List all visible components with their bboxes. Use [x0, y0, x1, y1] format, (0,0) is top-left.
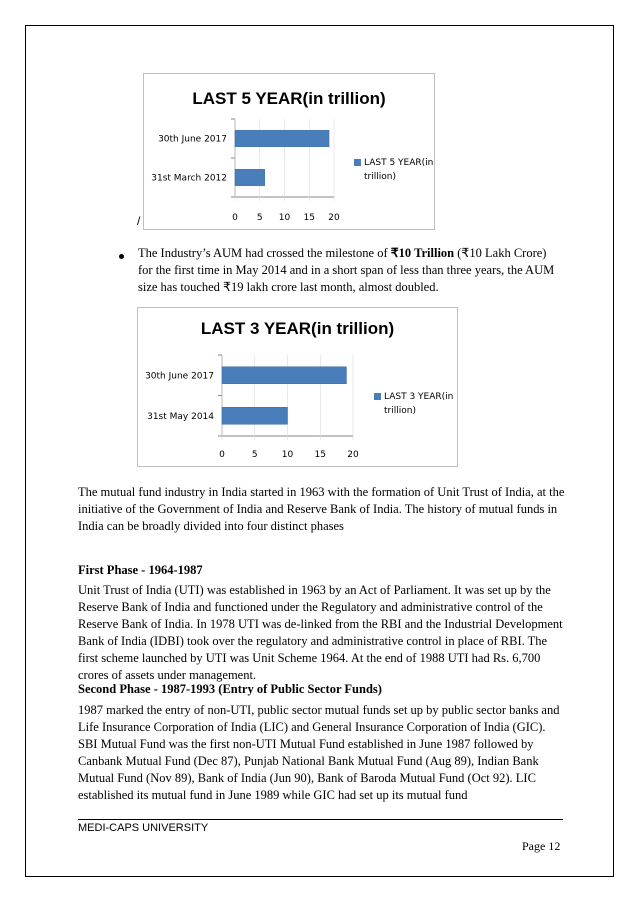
page-number: Page 12	[522, 839, 561, 853]
chart-plot	[138, 308, 459, 468]
stray-slash: /	[137, 214, 141, 228]
bar	[222, 407, 288, 424]
x-tick-label: 10	[278, 213, 291, 223]
phase1-paragraph: Unit Trust of India (UTI) was established in 1963 by an Act of Parliament. It was set up by the Reserve Bank of India and functioned under the Regulatory and administrative control of the Reserve Bank of India. In 1978 UTI was de-linked from the RBI and the Industrial Development Bank of India (IDBI) took over the regulatory and administrative control in place of RBI. The first scheme launched by UTI was Unit Scheme 1964. At the end of 1988 UTI had Rs. 6,700 crores of assets under management.	[78, 583, 563, 682]
category-label: 30th June 2017	[158, 134, 227, 145]
chart-title: LAST 5 YEAR(in trillion)	[192, 89, 386, 108]
bullet-aum-milestone: The Industry’s AUM had crossed the milestone of ₹10 Trillion (₹10 Lakh Crore) for the first time in May 2014 and in a short span of less than three years, the AUM size has touched ₹19 lakh crore last month, almost doubled.	[138, 246, 555, 294]
legend-label: LAST 5 YEAR(in trillion)	[364, 158, 434, 182]
x-tick-label: 5	[256, 213, 263, 223]
bar	[222, 367, 346, 384]
chart-last-3-year	[137, 307, 458, 467]
bar	[235, 130, 329, 146]
x-tick-label: 10	[281, 450, 294, 460]
x-tick-label: 15	[314, 450, 326, 460]
category-label: 31st March 2012	[151, 173, 227, 184]
bullet-icon	[119, 254, 124, 259]
category-label: 30th June 2017	[145, 371, 214, 382]
x-tick-label: 5	[251, 450, 258, 460]
legend-swatch	[374, 393, 381, 400]
x-tick-label: 0	[232, 213, 238, 223]
footer-rule	[78, 819, 563, 820]
x-tick-label: 15	[303, 213, 315, 223]
phase1-heading: First Phase - 1964-1987	[78, 563, 203, 577]
bar	[235, 169, 265, 185]
chart-last-5-year	[143, 73, 435, 230]
x-tick-label: 20	[328, 213, 340, 223]
x-tick-label: 20	[347, 450, 359, 460]
chart-plot	[144, 74, 436, 231]
category-label: 31st May 2014	[147, 411, 214, 422]
phase2-heading: Second Phase - 1987-1993 (Entry of Public Sector Funds)	[78, 682, 382, 696]
phase2-paragraph: 1987 marked the entry of non-UTI, public sector mutual funds set up by public sector banks and Life Insurance Corporation of India (LIC) and General Insurance Corporation of India (GIC). SBI Mutual Fund was the first non-UTI Mutual Fund established in June 1987 followed by Canbank Mutual Fund (Dec 87), Punjab National Bank Mutual Fund (Aug 89), Indian Bank Mutual Fund (Nov 89), Bank of India (Jun 90), Bank of Baroda Mutual Fund (Oct 92). LIC established its mutual fund in June 1989 while GIC had set up its mutual fund	[78, 703, 560, 802]
intro-paragraph: The mutual fund industry in India started in 1963 with the formation of Unit Trust of India, at the initiative of the Government of India and Reserve Bank of India. The history of mutual funds in India can be broadly divided into four distinct phases	[78, 485, 565, 533]
legend-swatch	[354, 159, 361, 166]
footer-university: MEDI-CAPS UNIVERSITY	[78, 822, 209, 834]
chart-title: LAST 3 YEAR(in trillion)	[200, 319, 395, 338]
x-tick-label: 0	[219, 450, 225, 460]
legend-label: LAST 3 YEAR(in trillion)	[384, 392, 454, 416]
